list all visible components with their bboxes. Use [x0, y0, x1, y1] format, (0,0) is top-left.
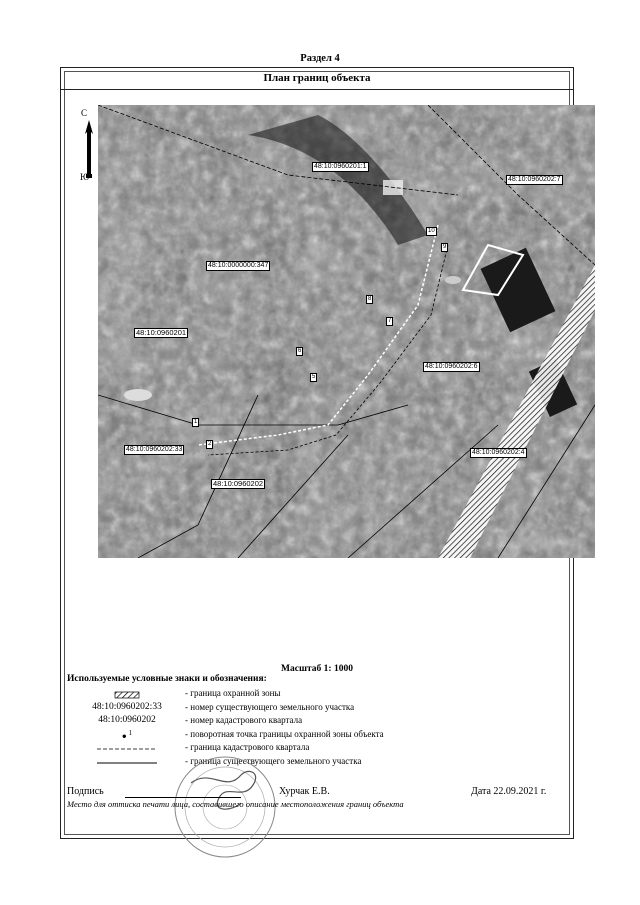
compass-north-label: С — [81, 108, 88, 118]
plan-title: План границ объекта — [61, 68, 573, 90]
document-frame — [60, 67, 574, 839]
legend-desc: - номер кадастрового квартала — [185, 715, 303, 725]
aerial-map — [98, 105, 595, 558]
signature-label: Подпись — [67, 786, 104, 797]
parcel-label-1: 48:10:0960201:1 — [314, 163, 367, 170]
parcel-label-7: 48:10:0960202:4 — [472, 449, 525, 456]
section-title: Раздел 4 — [300, 53, 340, 64]
legend-row — [67, 688, 567, 702]
point-label: 2 — [208, 441, 212, 447]
parcel-boundary-line-icon — [67, 756, 187, 769]
compass-south-label: Ю — [80, 172, 90, 182]
compass — [79, 108, 99, 208]
legend-row — [67, 756, 567, 770]
legend-desc: - граница кадастрового квартала — [185, 742, 310, 752]
parcel-label-6: 48:10:0960202:33 — [126, 446, 183, 453]
point-dot-icon: ● — [121, 731, 127, 741]
point-label: 1 — [194, 419, 198, 425]
legend-desc: - граница охранной зоны — [185, 688, 281, 698]
signer-name: Хурчак Е.В. — [279, 786, 330, 797]
legend-row — [67, 729, 567, 743]
signature-line — [125, 797, 241, 798]
point-label: 7 — [388, 318, 392, 324]
legend-quarter-number: 48:10:0960202 — [98, 715, 156, 725]
legend-row — [67, 715, 567, 729]
stamp-caption: Место для оттиска печати лица, составившего описание местоположения границ объекта — [67, 799, 404, 809]
quarter-boundary-line-icon — [67, 742, 187, 755]
legend-point-number: 1 — [128, 728, 133, 737]
protection-zone-symbol-icon — [67, 688, 187, 701]
legend — [67, 688, 567, 769]
parcel-label-3: 48:10:0000000:347 — [208, 262, 269, 269]
point-label: 8 — [368, 296, 372, 302]
parcel-label-8: 48:10:0960202 — [213, 479, 264, 488]
legend-desc: - граница существующего земельного участка — [185, 755, 362, 766]
legend-desc: - поворотная точка границы охранной зоны объекта — [185, 728, 384, 739]
legend-parcel-number: 48:10:0960202:33 — [92, 701, 162, 712]
legend-row — [67, 702, 567, 716]
point-label: 9 — [443, 244, 447, 250]
parcel-label-2: 48:10:0960202:7 — [508, 176, 561, 183]
legend-row — [67, 742, 567, 756]
point-label: 10 — [428, 228, 435, 234]
legend-title: Используемые условные знаки и обозначения: — [67, 674, 267, 684]
legend-desc: - номер существующего земельного участка — [185, 701, 355, 712]
point-label: 6 — [298, 348, 302, 354]
parcel-label-5: 48:10:0960202:6 — [425, 363, 478, 370]
map-scale: Масштаб 1: 1000 — [281, 664, 353, 674]
parcel-label-4: 48:10:0960201 — [136, 328, 187, 337]
signature-date: Дата 22.09.2021 г. — [471, 786, 547, 797]
point-label: 5 — [312, 374, 316, 380]
